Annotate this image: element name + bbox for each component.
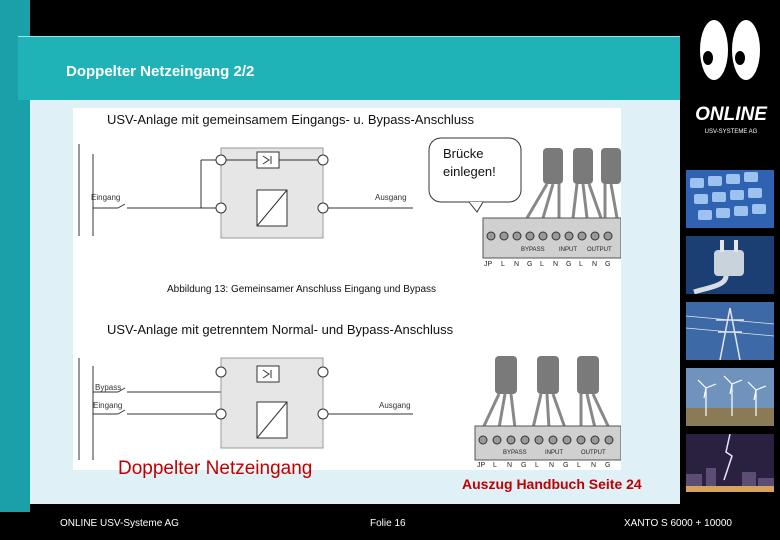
svg-text:G: G <box>605 261 611 268</box>
online-logo <box>686 98 776 138</box>
svg-text:L: L <box>501 261 505 268</box>
footer <box>0 512 780 540</box>
svg-text:N: N <box>553 261 559 268</box>
svg-text:BYPASS: BYPASS <box>521 247 545 253</box>
manual-heading-2: USV-Anlage mit getrenntem Normal- und Bypass-Anschluss <box>107 322 454 337</box>
svg-text:INPUT: INPUT <box>545 450 563 456</box>
svg-text:L: L <box>535 462 539 469</box>
diagram-1-output-label: Ausgang <box>375 193 407 202</box>
slide-title: Doppelter Netzeingang 2/2 <box>66 63 255 80</box>
svg-text:L: L <box>493 462 497 469</box>
svg-text:OUTPUT: OUTPUT <box>587 247 612 253</box>
svg-text:BYPASS: BYPASS <box>503 450 527 456</box>
caption-left: Doppelter Netzeingang <box>118 458 313 479</box>
top-band <box>0 0 780 36</box>
logo-text: ONLINE <box>695 104 767 125</box>
power-mast-photo <box>686 302 774 360</box>
svg-text:N: N <box>549 462 555 469</box>
diagram-2-bypass-label: Bypass <box>95 383 122 392</box>
power-plug-photo <box>686 236 774 294</box>
manual-heading-1: USV-Anlage mit gemeinsamem Eingangs- u. Bypass-Anschluss <box>107 112 475 127</box>
footer-product: XANTO S 6000 + 10000 <box>624 518 732 529</box>
svg-text:JP: JP <box>484 261 493 268</box>
caption-right: Auszug Handbuch Seite 24 <box>462 476 642 492</box>
diagram-1-input-label: Eingang <box>91 193 121 202</box>
svg-text:N: N <box>591 462 597 469</box>
cables-2 <box>495 356 599 394</box>
footer-company: ONLINE USV-Systeme AG <box>60 518 179 529</box>
svg-text:G: G <box>521 462 527 469</box>
diagram-2-input-label: Eingang <box>93 401 123 410</box>
svg-text:N: N <box>514 261 520 268</box>
svg-text:G: G <box>563 462 569 469</box>
lightning-city-photo <box>686 434 774 492</box>
wind-turbines-photo <box>686 368 774 426</box>
title-bar <box>18 36 680 100</box>
cables-1 <box>543 148 621 184</box>
eyes-logo-icon <box>694 14 766 84</box>
svg-text:INPUT: INPUT <box>559 247 577 253</box>
svg-text:JP: JP <box>477 462 486 469</box>
svg-text:L: L <box>579 261 583 268</box>
svg-text:G: G <box>527 261 533 268</box>
svg-text:L: L <box>577 462 581 469</box>
terminal-group-labels-1 <box>521 247 612 253</box>
callout-line-2: einlegen! <box>443 164 496 179</box>
svg-text:N: N <box>507 462 513 469</box>
svg-text:N: N <box>592 261 598 268</box>
callout-line-1: Brücke <box>443 146 484 161</box>
diagram-2-output-label: Ausgang <box>379 401 411 410</box>
figure-caption: Abbildung 13: Gemeinsamer Anschluss Eingang und Bypass <box>167 284 437 295</box>
footer-slide-number: Folie 16 <box>370 518 406 529</box>
manual-excerpt <box>73 108 621 470</box>
svg-text:OUTPUT: OUTPUT <box>581 450 606 456</box>
keyboard-photo <box>686 170 774 228</box>
svg-text:G: G <box>605 462 611 469</box>
logo-subtext: USV-SYSTEME AG <box>704 129 758 135</box>
svg-text:L: L <box>540 261 544 268</box>
svg-text:G: G <box>566 261 572 268</box>
terminal-group-labels-2 <box>503 450 606 456</box>
